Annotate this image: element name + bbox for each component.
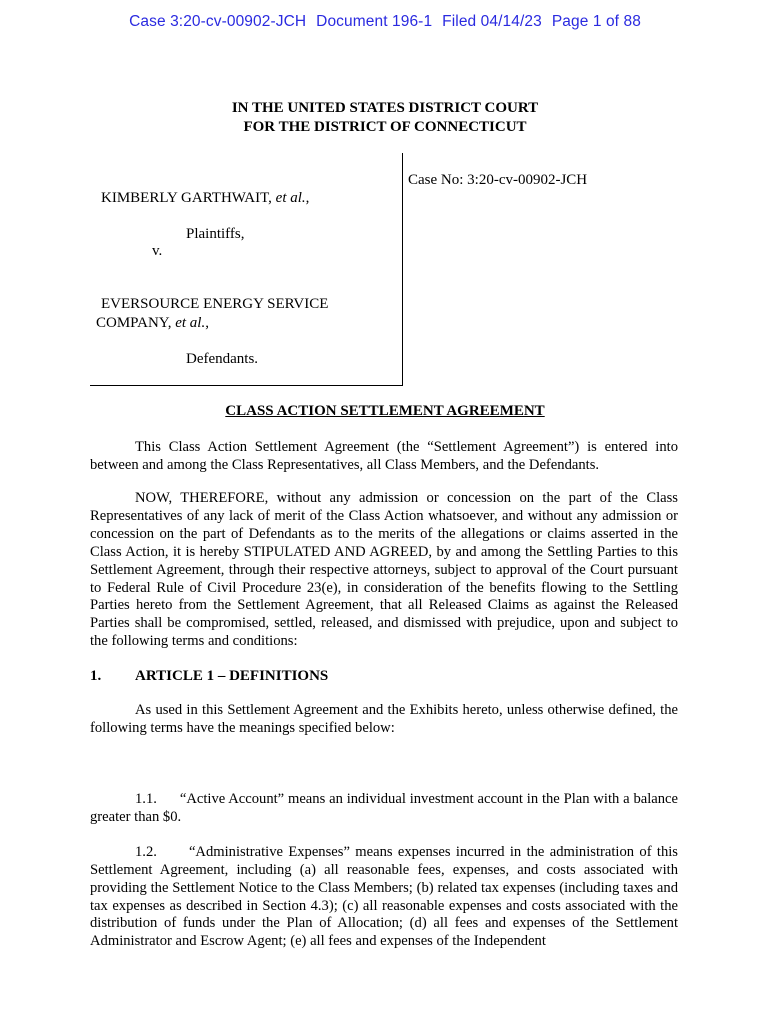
plaintiffs-label: Plaintiffs, [186, 226, 245, 242]
filing-header-stamp [0, 13, 770, 31]
case-number: Case No: 3:20-cv-00902-JCH [408, 172, 588, 188]
definition-1-1: 1.1. “Active Account” means an individual investment account in the Plan with a balance greater than $0. [90, 790, 682, 825]
stamp-page-number: Page 1 of 88 [551, 13, 641, 30]
article-title: ARTICLE 1 – DEFINITIONS [135, 668, 329, 684]
stamp-filed-date: Filed 04/14/23 [442, 13, 542, 30]
article-number: 1. [90, 668, 102, 684]
court-heading [0, 99, 770, 137]
versus-label: v. [152, 243, 163, 259]
defendants-label: Defendants. [186, 351, 259, 367]
defendant-name-line1: EVERSOURCE ENERGY SERVICE [101, 296, 329, 312]
now-therefore-paragraph: NOW, THEREFORE, without any admission or concession on the part of the Class Representatives of any lack of merit of the Class Action whatsoever, and without any admission or concession on the part of Defendants as to the merits of the allegations or claims asserted in the Class Action, it is hereby STIPULATED AND AGREED, by and among the Settling Parties to this Settlement Agreement, through their respective attorneys, subject to approval of the Court pursuant to Federal Rule of Civil Procedure 23(e), in consideration of the benefits flowing to the Settling Parties hereto from the Settlement Agreement, that all Released Claims as against the Released Parties shall be compromised, settled, released, and dismissed with prejudice, upon and subject to the following terms and conditions: [90, 490, 678, 650]
article-1-heading [90, 668, 328, 685]
court-district: FOR THE DISTRICT OF CONNECTICUT [243, 119, 527, 135]
definitions-intro-paragraph: As used in this Settlement Agreement and the Exhibits hereto, unless otherwise defined, the following terms have the meanings specified below: [90, 702, 678, 736]
stamp-document-number: Document 196-1 [316, 13, 433, 30]
court-name: IN THE UNITED STATES DISTRICT COURT [231, 100, 539, 116]
plaintiff-name: KIMBERLY GARTHWAIT, et al., [101, 190, 310, 206]
definition-1-2: 1.2. “Administrative Expenses” means expenses incurred in the administration of this Settlement Agreement, including (a) all reasonable fees, expenses, and costs associated with providing the Settlement Notice to the Class Members; (b) related tax expenses (including taxes and tax expenses as described in Section 4.3); (c) all reasonable expenses and costs associated with the distribution of funds under the Plan of Allocation; (d) all fees and expenses of the Settlement Administrator and Escrow Agent; (e) all fees and expenses of the Independent [90, 843, 682, 950]
agreement-title: CLASS ACTION SETTLEMENT AGREEMENT [225, 403, 545, 419]
defendant-name-line2: COMPANY, et al., [96, 315, 209, 331]
intro-paragraph: This Class Action Settlement Agreement (the “Settlement Agreement”) is entered into between and among the Class Representatives, all Class Members, and the Defendants. [90, 439, 678, 473]
stamp-case-number: Case 3:20-cv-00902-JCH [129, 13, 307, 30]
